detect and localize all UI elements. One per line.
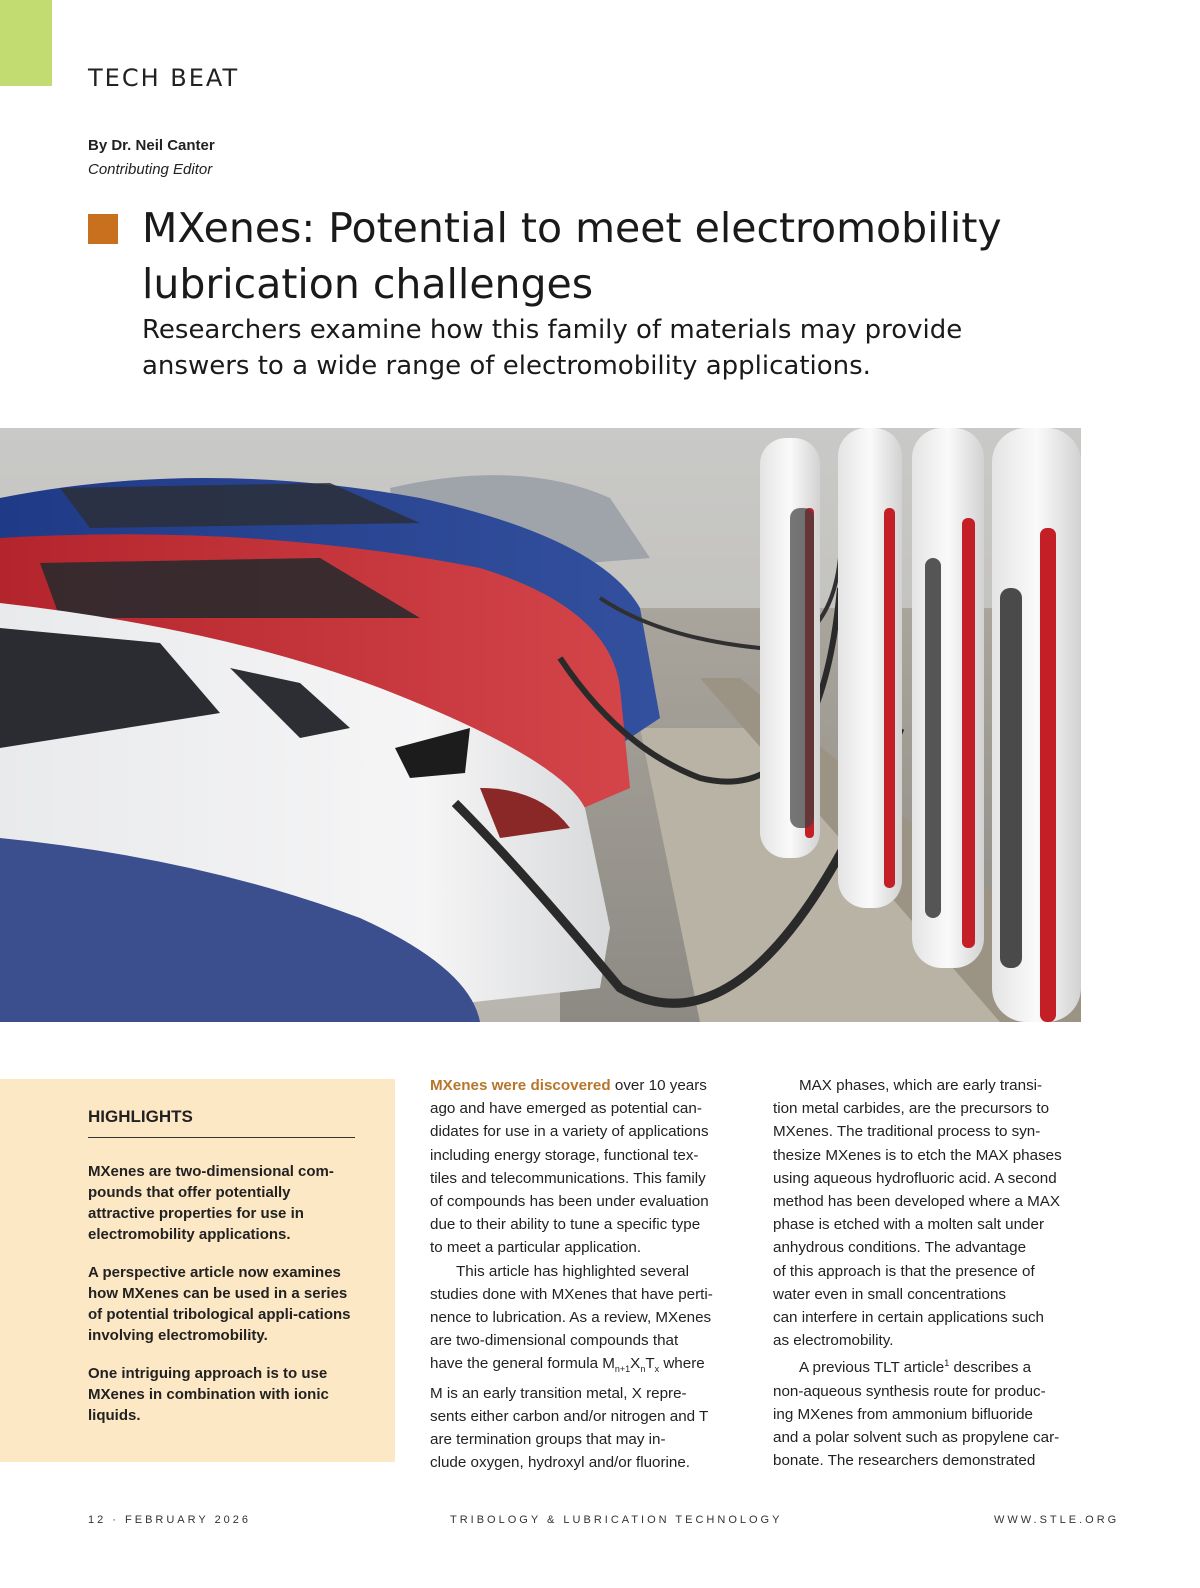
body-column-2 bbox=[773, 1074, 1085, 1473]
body-line: This article has highlighted several bbox=[456, 1262, 689, 1280]
deck-line: answers to a wide range of electromobility applications. bbox=[142, 351, 871, 381]
body-line: MXenes were discovered over 10 years bbox=[430, 1077, 707, 1094]
deck-line: Researchers examine how this family of materials may provide bbox=[142, 315, 963, 345]
author-role: Contributing Editor bbox=[88, 161, 213, 178]
article-title bbox=[142, 200, 1042, 312]
body-line: M is an early transition metal, X repre- bbox=[430, 1384, 687, 1402]
body-line: thesize MXenes is to etch the MAX phases bbox=[773, 1146, 1062, 1164]
body-paragraph bbox=[430, 1074, 730, 1260]
body-line: method has been developed where a MAX bbox=[773, 1193, 1061, 1211]
footer-website: WWW.STLE.ORG bbox=[994, 1514, 1120, 1526]
section-color-tab bbox=[0, 0, 52, 86]
body-line: anhydrous conditions. The advantage bbox=[773, 1239, 1027, 1257]
body-paragraph bbox=[773, 1074, 1085, 1352]
body-paragraph bbox=[773, 1352, 1085, 1472]
body-line: to meet a particular application. bbox=[430, 1239, 642, 1257]
body-line: as electromobility. bbox=[773, 1332, 894, 1350]
highlights-box bbox=[0, 1079, 395, 1462]
footer-publication: TRIBOLOGY & LUBRICATION TECHNOLOGY bbox=[450, 1514, 783, 1526]
body-line: studies done with MXenes that have perti- bbox=[430, 1285, 713, 1303]
footnote-ref: 1 bbox=[944, 1358, 950, 1369]
highlight-item: One intriguing approach is to use MXenes in combination with ionic liquids. bbox=[88, 1365, 329, 1424]
lead-in: MXenes were discovered bbox=[430, 1077, 611, 1094]
body-paragraph bbox=[430, 1260, 730, 1475]
byline bbox=[88, 134, 215, 182]
title-line: lubrication challenges bbox=[142, 260, 594, 308]
body-line: phase is etched with a molten salt under bbox=[773, 1216, 1045, 1234]
body-line: are termination groups that may in- bbox=[430, 1431, 666, 1449]
highlights-list bbox=[88, 1161, 358, 1443]
body-line: of this approach is that the presence of bbox=[773, 1262, 1035, 1280]
body-line: ago and have emerged as potential can- bbox=[430, 1100, 702, 1118]
article-deck bbox=[142, 312, 1092, 384]
author-name: By Dr. Neil Canter bbox=[88, 137, 215, 154]
body-line: tion metal carbides, are the precursors to bbox=[773, 1100, 1050, 1118]
highlight-item: A perspective article now examines how MXenes can be used in a series of potential tribological appli-cations involving electromobility. bbox=[88, 1264, 351, 1344]
body-line: MXenes. The traditional process to syn- bbox=[773, 1123, 1041, 1141]
body-line: non-aqueous synthesis route for produc- bbox=[773, 1382, 1046, 1400]
electric-cars-charging-photo bbox=[0, 428, 1081, 1022]
highlights-title: HIGHLIGHTS bbox=[88, 1107, 355, 1138]
body-line: due to their ability to tune a specific type bbox=[430, 1216, 701, 1234]
body-line: bonate. The researchers demonstrated bbox=[773, 1452, 1036, 1470]
body-line: of compounds has been under evaluation bbox=[430, 1193, 709, 1211]
body-line: can interfere in certain applications such bbox=[773, 1309, 1044, 1327]
body-line: water even in small concentrations bbox=[773, 1285, 1006, 1303]
body-line: clude oxygen, hydroxyl and/or fluorine. bbox=[430, 1454, 691, 1472]
footer-page-date: 12 · FEBRUARY 2026 bbox=[88, 1514, 252, 1526]
body-line: using aqueous hydrofluoric acid. A second bbox=[773, 1169, 1057, 1187]
title-marker bbox=[88, 214, 118, 244]
body-line: didates for use in a variety of applications bbox=[430, 1123, 709, 1141]
body-line: including energy storage, functional tex- bbox=[430, 1146, 699, 1164]
body-line: nence to lubrication. As a review, MXenes bbox=[430, 1309, 712, 1327]
body-line: are two-dimensional compounds that bbox=[430, 1332, 679, 1350]
hero-photo bbox=[0, 428, 1081, 1022]
body-line: and a polar solvent such as propylene car- bbox=[773, 1429, 1060, 1447]
section-label: TECH BEAT bbox=[88, 64, 240, 92]
body-line: tiles and telecommunications. This family bbox=[430, 1169, 706, 1187]
body-line: sents either carbon and/or nitrogen and T bbox=[430, 1407, 709, 1425]
highlight-item: MXenes are two-dimensional com-pounds that offer potentially attractive properties for use in electromobility applications. bbox=[88, 1163, 334, 1243]
title-line: MXenes: Potential to meet electromobility bbox=[142, 204, 1002, 252]
body-line: A previous TLT article$^1$ describes a bbox=[799, 1358, 1032, 1377]
body-column-1 bbox=[430, 1074, 730, 1474]
body-line: ing MXenes from ammonium bifluoride bbox=[773, 1405, 1033, 1423]
body-line: MAX phases, which are early transi- bbox=[799, 1077, 1043, 1094]
formula-line: have the general formula $M_{n+1}X_nT_x$ where bbox=[430, 1355, 705, 1375]
